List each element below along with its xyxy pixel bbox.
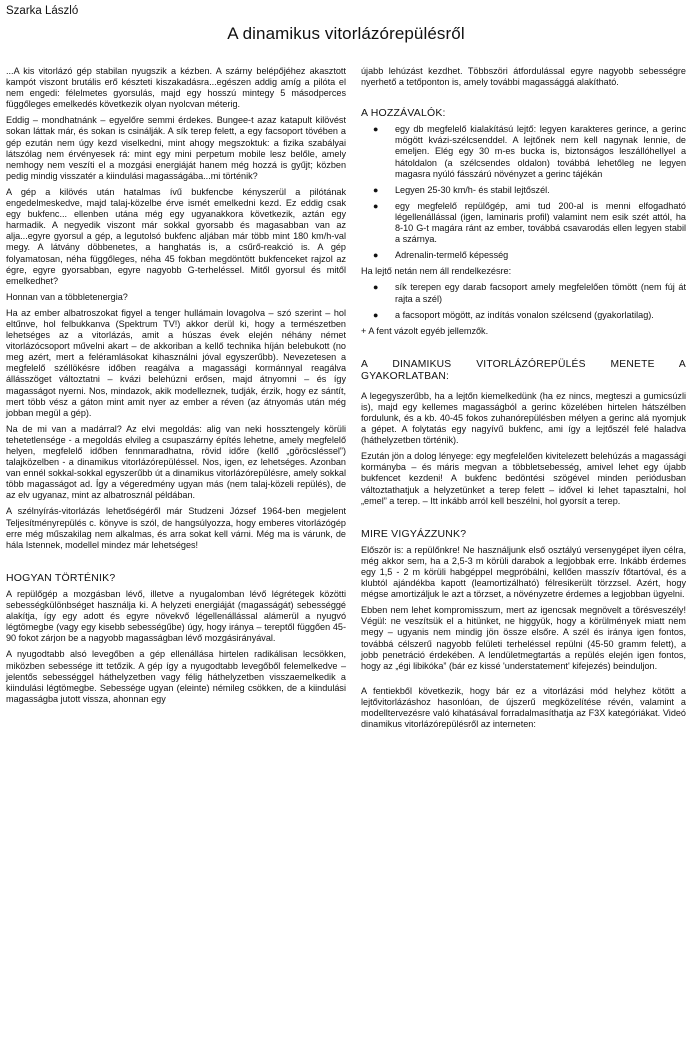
left-column	[6, 66, 346, 735]
bullet-icon: ●	[373, 184, 379, 195]
bullet-icon: ●	[373, 309, 379, 320]
list-item: ● Legyen 25-30 km/h- és stabil lejtőszél.	[373, 184, 550, 195]
section-heading: HOGYAN TÖRTÉNIK?	[6, 571, 116, 584]
section-heading: A DINAMIKUS VITORLÁZÓREPÜLÉS MENETE A GYAKORLATBAN:	[361, 358, 686, 382]
paragraph: Eddig – mondhatnánk – egyelőre semmi érdekes. Bungee-t azaz katapult kilövést sokan láttak már, és sokan is csinálják. A sík terep felett, a egy facsoport tövében a gép ezután nem úgy kezd viselkedni, mint ahogy megszoktuk: a fizika szabályai látszólag nem érvényesek rá: mint egy mini perpetum mobile lesz belőle, amely nemhogy nem veszíti el a mozgási energiáját hanem még hozzá is gyűjt; közben pedig mindig visszatér a kiindulási magasságába...mi történik?	[6, 115, 346, 181]
bullet-icon: ●	[373, 200, 379, 211]
paragraph: Először is: a repülőnkre! Ne használjunk első osztályú versenygépet ilyen célra, még akkor sem, ha a 2,5-3 m körüli darabok a legjobbak erre. Inkább érdemes egy 1,5 - 2 m körüli habgéppel megpróbálni, kellően masszív főtartóval, és a klubtól ajándékba kapott (leamortizálható) félresikerült törzzsel. Azért, hogy mégse amortizáljuk le azt a törzset, a növényzetre érdemes a legjobban ügyelni.	[361, 544, 686, 600]
paragraph: Honnan van a többletenergia?	[6, 291, 128, 302]
paragraph: A fentiekből következik, hogy bár ez a vitorlázási mód helyhez kötött a lejtővitorlázáshoz hasonlóan, de újszerű megközelítése révén, valamint a modelltervezésre való kihatásával forradalmasíthatja az F3X kategóriákat. Videó dinamikus vitorlázórepülésről az interneten:	[361, 685, 686, 730]
paragraph: Ha lejtő netán nem áll rendelkezésre:	[361, 266, 512, 277]
section-heading: A HOZZÁVALÓK:	[361, 107, 446, 120]
list-item: ● a facsoport mögött, az indítás vonalon szélcsend (gyakorlatilag).	[373, 309, 654, 320]
paragraph: A legegyszerűbb, ha a lejtőn kiemelkedünk (ha ez nincs, megteszi a gumicsúzli is), majd egy kellemes magasságból a gerinc közelében hirtelen hátszélben fordulunk, és a kb. 40-45 fokos zuhanórepülésben mélyen a gerinc alá nyomjuk a gépet. A folytatás egy nagyívű bukfenc, ami így a lejtőszél felé haladva (háthelyzetben történik).	[361, 390, 686, 446]
bullet-icon: ●	[373, 282, 379, 293]
list-item: ● egy megfelelő repülőgép, ami tud 200-al is menni elfogadható légellenállással (igen, laminaris profil) valamint nem esik szét attól, ha 8-10 G-t magára ránt az ember, továbbá csavarodás ellen legyen stabil a szárnya.	[373, 200, 686, 245]
paragraph: A nyugodtabb alsó levegőben a gép ellenállása hirtelen radikálisan lecsökken, miközben sebessége itt tetőzik. A gép így a nyugodtabb levegőből felemelkedve – jelentős sebességgel háthelyzetben vagy félig háthelyzetben visszaemelkedik a kiindulási légtömegbe. Sebessége ugyan (eleinte) némileg csökken, de a kiindulási magasságba jutott vissza, ahonnan egy	[6, 649, 346, 704]
list-item: ● Adrenalin-termelő képesség	[373, 250, 509, 261]
article-title: A dinamikus vitorlázórepülésről	[227, 24, 465, 43]
list-item: ● egy db megfelelő kialakítású lejtő: legyen karakteres gerince, a gerinc mögött kvázi-szélcsenddel. A lejtőnek nem kell nagynak lennie, de emeljen. Elég egy 30 m-es bucka is, biztonságos leszállóhellyel a hátoldalon (a szélcsendes oldalon) továbbá lehetőleg ne legyen magasra nyúló fásszárú növényzet a gerinc tájékán	[373, 124, 686, 179]
list-item: ● sík terepen egy darab facsoport amely megfelelően tömött (nem fúj át rajta a szél)	[373, 282, 686, 304]
paragraph: + A fent vázolt egyéb jellemzők.	[361, 325, 489, 336]
paragraph: A szélnyírás-vitorlázás lehetőségéről már Studzeni József 1964-ben megjelent Teljesítményrepülés c. könyve is szól, de hangsúlyozza, hogy emberes vitorlázógép erre még műszakilag nem alkalmas, és arra sokat kell várni. Még ma is várunk, de hála Istennek, modellel mindez már lehetséges!	[6, 506, 346, 550]
right-column	[361, 66, 686, 735]
paragraph: A gép a kilövés után hatalmas ívű bukfencbe kényszerül a pilótának engedelmeskedve, majd talaj-közelbe érve ismét emelkedni kezd. Ez eddig csak egy bukfenc... ellenben utána még egy ugyanakkora következik, aztán egy harmadik. A negyedik viszont már sokkal gyorsabb és magasabban van az alja...egyre gyorsul a gép, a legutolsó bukfenc aljában már több mint 180 km/h-val megy. A látvány döbbenetes, a hanghatás is, a csűrő-reakció is. A gép folyamatosan, néha függőleges, néha 45 fokban megdöntött bukfenceket rajzol az égre, egyre gyorsabban, egyre nagyobb G-terheléssel. Mitől gyorsul és mitől emelkedhet?	[6, 186, 346, 286]
bullet-icon: ●	[373, 124, 379, 135]
bullet-icon: ●	[373, 250, 379, 261]
article-columns	[6, 66, 686, 735]
author-name: Szarka László	[6, 5, 79, 17]
section-heading: MIRE VIGYÁZZUNK?	[361, 527, 467, 540]
paragraph: újabb lehúzást kezdhet. Többszöri átfordulással egyre nagyobb sebességre nyerhető a tetőponton is, amely további magassággá alakítható.	[361, 66, 686, 88]
ingredients-list	[361, 124, 686, 261]
paragraph: Na de mi van a madárral? Az elvi megoldás: alig van neki hossztengely körüli tehetetlensége - a megoldás elvileg a csupaszárny építés lehetne, amely megfelelő helyen, megfelelő időben fennmaradhatna, rövid időre (kellő „göröcsléssel”) talajközelben - a dinamikus vitorlázórepüléssel. Nos, igen, ez lehetséges. Azonban van ennél sokkal-sokkal egyszerűbb út a dinamikus vitorlázórepülésre, amely sokkal több magasságot ad. Így a végeredmény ugyan más (nem talaj-közeli repülés), de az elv ugyanaz, mint az albatrosznál példában.	[6, 423, 346, 501]
paragraph: Ezután jön a dolog lényege: egy megfelelően kivitelezett belehúzás a magassági kormányba – és máris megvan a többletsebesség, amivel lehet egy újabb bukfencet kezdeni! A bukfenc bedöntési szögével minden periódusban változtathatjuk a helyzetünket a terep felett – idővel ki lehet tapasztalni, hol „emel” a terep. – Itt inkább arról kell beszélni, hol gyorsít a terep.	[361, 451, 686, 506]
paragraph: ...A kis vitorlázó gép stabilan nyugszik a kézben. A szárny belépőjéhez akasztott kampót viszont brutális erő készteti kiszakadásra...egészen addig amíg a pilóta el nem engedi: félelmetes gyorsulás, majd egy hosszú mintegy 5 másodperces függőleges emelkedés következik olyan nyolcvan méterig.	[6, 66, 346, 110]
paragraph: Ebben nem lehet kompromisszum, mert az igencsak megnövelt a törésveszély! Végül: ne veszítsük el a hitünket, ne higgyük, hogy a körülmények miatt nem megy – ugyanis nem mindig jön össze elsőre. A szél és iránya igen fontos, továbbá célszerű nagyobb felületi terheléssel repülni (45-50 gramm felett), a jobb penetráció érdekében. A lendületmegtartás a repülés elején igen fontos, hogy az „égi libikóka” (bár ez kissé 'understatement' kifejezés) beinduljon.	[361, 605, 686, 671]
paragraph: Ha az ember albatroszokat figyel a tenger hullámain lovagolva – szó szerint – hol eltűnve, hol felbukkanva (Spektrum TV!) akkor derül ki, hogy a természetben lehetséges az a vitorlázás, amit a húszas évek elején néhány német vitorlázócsoport művelni akart – de akkoriban a kellő technika híján belebukott (no meg azért, mert a feléramlásokat kihasználni jóval egyszerűbb). Nevezetesen a megfelelő széllökésre időben reagálva a magassági kormánnyal reagálva állásszöget változtatni – kvázi belehúzni erősen, majd átnyomni – és így magasságot nyerni. Nos, mindazok, akik modelleznek, tudják, érzik, hogy ez sántít, mert több vész a gáton mint amit nyer az ember a réven (az átnyomás után még jobban megül a gép).	[6, 307, 346, 418]
alternative-list	[361, 282, 686, 320]
paragraph: A repülőgép a mozgásban lévő, illetve a nyugalomban lévő légrétegek közötti sebességkülönbséget használja ki. A helyzeti energiáját (magasságát) sebességgé alakítja, így egy adott és egyre növekvő légellenállással alámerül a nyugvó légtömegbe (vagy egy kisebb sebességűbe) úgy, hogy iránya – tereptől függően 45-90 fokot zárjon be a nagyobb magasságban lévő mozgásirányával.	[6, 588, 346, 644]
